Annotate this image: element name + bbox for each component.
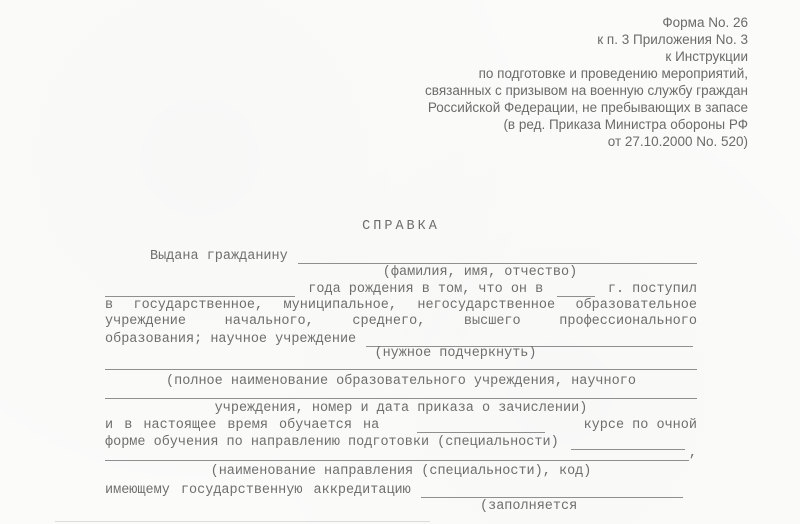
issued-to-label: Выдана гражданину bbox=[150, 249, 288, 264]
institution-type-line-2: учреждение начального, среднего, высшего профессионального bbox=[105, 314, 697, 329]
course-line-suffix: курсе по очной bbox=[583, 418, 697, 433]
birth-year-line bbox=[105, 281, 697, 297]
attribution-line-form-number: Форма No. 26 bbox=[662, 15, 748, 30]
full-name-blank-field bbox=[298, 250, 697, 264]
filled-in-caption: (заполняется bbox=[480, 499, 578, 514]
caption-row bbox=[105, 264, 697, 280]
org-name-blank-line-2 bbox=[105, 383, 697, 399]
enrolled-text: г. поступил bbox=[607, 282, 697, 297]
attribution-line-instruction: к Инструкции bbox=[665, 49, 748, 64]
form-attribution-block bbox=[425, 14, 748, 150]
org-name-blank-field-2 bbox=[105, 385, 697, 399]
certificate-title bbox=[105, 218, 697, 234]
underline-needed-caption: (нужное подчеркнуть) bbox=[374, 346, 537, 361]
specialty-blank-field-2 bbox=[105, 447, 689, 461]
course-number-blank-field bbox=[417, 419, 545, 433]
attribution-line-conscription: связанных с призывом на военную службу граждан bbox=[425, 83, 748, 98]
accreditation-blank-field bbox=[421, 484, 683, 498]
specialty-label: форме обучения по направлению подготовки (специальности) bbox=[105, 435, 559, 450]
org-name-blank-field-1 bbox=[105, 356, 697, 370]
enroll-year-blank-field bbox=[557, 283, 595, 297]
birth-year-text: года рождения в том, что он в bbox=[308, 282, 544, 297]
institution-type-line-1: в государственное, муниципальное, негосударственное образовательное bbox=[105, 298, 697, 313]
attribution-line-federation: Российской Федерации, не пребывающих в запасе bbox=[427, 100, 748, 115]
attribution-line-annex: к п. 3 Приложения No. 3 bbox=[597, 32, 748, 47]
full-name-caption: (фамилия, имя, отчество) bbox=[382, 265, 578, 280]
specialty-blank-line bbox=[105, 445, 697, 461]
caption-row bbox=[105, 498, 697, 514]
attribution-line-edict: (в ред. Приказа Министра обороны РФ bbox=[503, 117, 748, 132]
issued-to-line bbox=[105, 248, 697, 264]
accreditation-label: имеющему государственную аккредитацию bbox=[105, 483, 411, 498]
birth-year-blank-field bbox=[105, 283, 295, 297]
accreditation-line bbox=[105, 482, 697, 498]
org-name-caption-1: (полное наименование образовательного учреждения, научного bbox=[166, 374, 636, 389]
specialty-caption: (наименование направления (специальности), код) bbox=[210, 464, 592, 479]
bottom-cutoff-line bbox=[55, 521, 430, 522]
certificate-title-text: СПРАВКА bbox=[362, 219, 440, 234]
attribution-line-prep: по подготовке и проведению мероприятий, bbox=[478, 66, 748, 81]
org-name-caption-2: учреждения, номер и дата приказа о зачислении) bbox=[214, 401, 588, 416]
course-line bbox=[105, 417, 697, 433]
course-line-prefix: и в настоящее время обучается на bbox=[105, 418, 380, 433]
science-institution-label: образования; научное учреждение bbox=[105, 332, 357, 347]
attribution-line-edict-date: от 27.10.2000 No. 520) bbox=[607, 134, 748, 149]
trailing-comma: , bbox=[688, 446, 697, 461]
org-name-blank-line-1 bbox=[105, 354, 697, 370]
